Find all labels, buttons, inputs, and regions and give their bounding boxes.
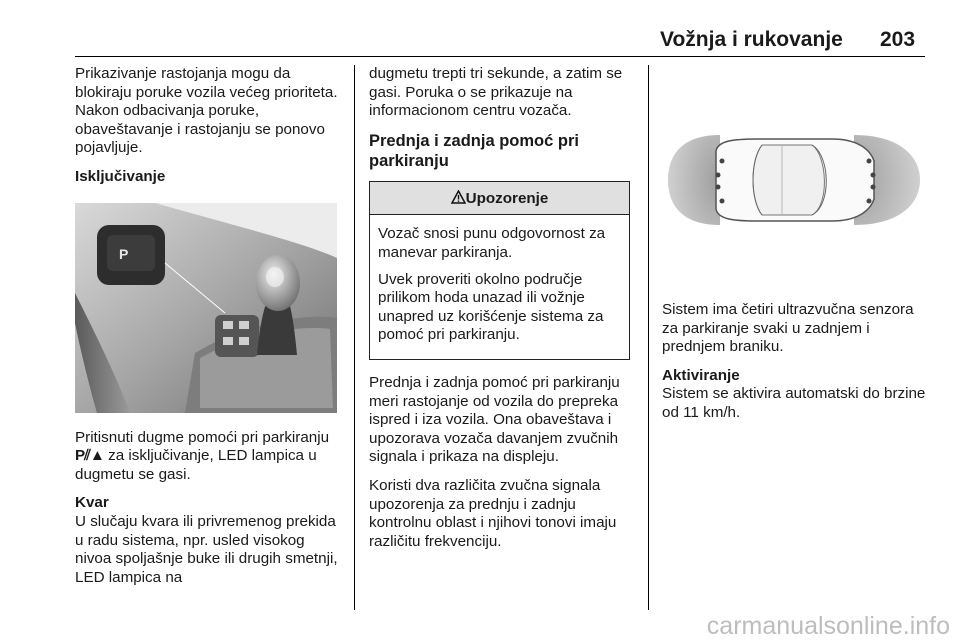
heading-fault: Kvar	[75, 494, 109, 512]
warning-text-1: Vozač snosi punu odgovornost za manevar parkiranja.	[378, 225, 606, 261]
page-number: 203	[880, 28, 916, 51]
warning-body	[370, 215, 629, 359]
fault-paragraph	[75, 494, 343, 587]
paragraph-distance-display: Prikazivanje rastojanja mogu da blokiraju poruke vozila većeg prioriteta. Nakon odbacivanja poruke, obaveštavanje i rastojanju se ponovo pojavljuje.	[75, 65, 338, 157]
column-divider-2	[648, 65, 649, 610]
header-rule	[75, 56, 925, 57]
paragraph-continuation: dugmetu trepti tri sekunde, a zatim se gasi. Poruka o se prikazuje na informacionom centru vozača.	[369, 65, 623, 120]
paragraph-description: Prednja i zadnja pomoć pri parkiranju meri rastojanje od vozila do prepreka ispred i iza vozila. Ona obaveštava i upozorava vozača davanjem zvučnih signala i prikaza na displeju.	[369, 373, 620, 466]
section-title: Vožnja i rukovanje	[660, 28, 843, 51]
caption-parking-button	[75, 429, 343, 485]
column-2	[369, 65, 635, 561]
caption-text: Pritisnuti dugme pomoći pri parkiranju	[75, 428, 330, 446]
column-3	[662, 65, 930, 433]
parking-button-photo	[75, 203, 337, 413]
rear-sensor-zone	[668, 135, 720, 225]
paragraph-signals: Koristi dva različita zvučna signala upozorenja za prednju i zadnju kontrolnu oblast i njihovi tonovi imaju različitu frekvenciju.	[369, 476, 617, 550]
warning-box	[369, 181, 630, 360]
photo-parking-button-label: P	[119, 245, 129, 262]
fault-text: U slučaju kvara ili privremenog prekida u radu sistema, npr. usled visokog nivoa spoljašnje buke ili drugih smetnji, LED lampica na	[75, 512, 338, 586]
warning-text-2: Uvek proveriti okolno područje prilikom hoda unazad ili vožnje unapred uz korišćenje sistema za pomoć pri parkiranju.	[378, 270, 604, 344]
heading-parking-assist: Prednja i zadnja pomoć pri parkiranju	[369, 131, 579, 170]
watermark: carmanualsonline.info	[706, 612, 950, 640]
heading-activation: Aktiviranje	[662, 366, 740, 384]
column-divider-1	[354, 65, 355, 610]
column-1	[75, 65, 343, 597]
activation-paragraph	[662, 367, 930, 423]
diagram-caption: Sistem ima četiri ultrazvučna senzora za parkiranje svaki u zadnjem i prednjem braniku.	[662, 301, 914, 356]
activation-text: Sistem se aktivira automatski do brzine od 11 km/h.	[662, 385, 926, 421]
warning-title-bar	[370, 182, 629, 216]
heading-deactivation: Isključivanje	[75, 167, 166, 185]
sensor-diagram	[662, 75, 926, 285]
warning-title: Upozorenje	[465, 189, 549, 207]
parking-assist-icon: P⫽▲	[75, 447, 104, 465]
warning-triangle-icon	[451, 190, 466, 204]
caption-text-end: za isključivanje, LED lampica u dugmetu se gasi.	[75, 447, 317, 483]
